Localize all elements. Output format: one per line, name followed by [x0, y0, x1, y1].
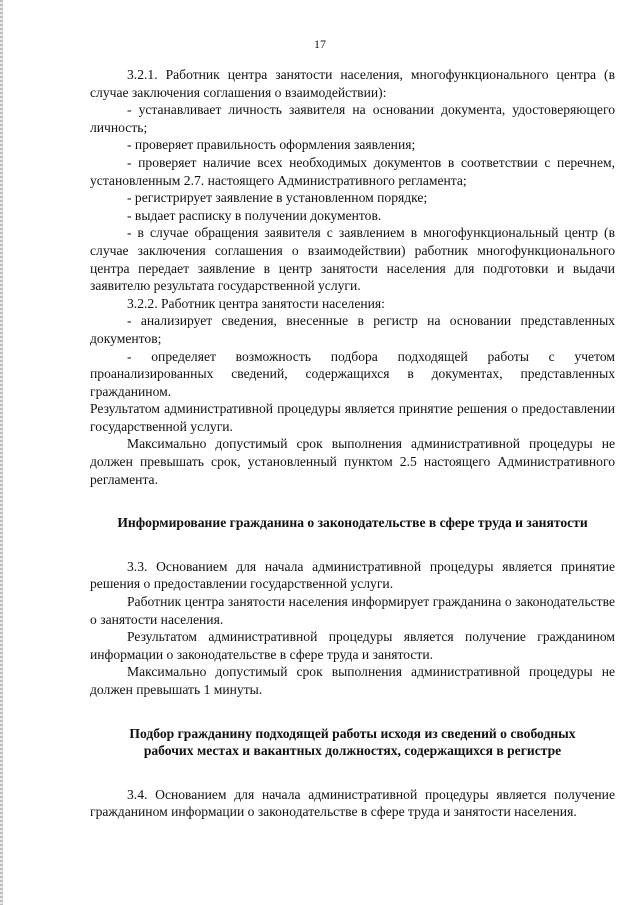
scan-edge — [0, 0, 3, 905]
paragraph: - выдает расписку в получении документов. — [127, 207, 382, 223]
paragraph: 3.3. Основанием для начала административной процедуры является принятие решения о предоставлении государственной услуги. — [90, 558, 615, 592]
paragraph: - определяет возможность подбора подходящей работы с учетом проанализированных сведений, содержащихся в документах, представленных гражданином. — [90, 348, 615, 399]
page-number: 17 — [314, 37, 326, 51]
paragraph: Результатом административной процедуры является принятие решения о предоставлении государственной услуги. — [90, 401, 615, 434]
spacer — [90, 760, 615, 786]
section-heading: Информирование гражданина о законодательстве в сфере труда и занятости — [117, 515, 588, 531]
spacer — [90, 532, 615, 558]
paragraph: - регистрирует заявление в установленном порядке; — [127, 190, 428, 206]
paragraph: Результатом административной процедуры является получение гражданином информации о законодательстве в сфере труда и занятости. — [90, 629, 615, 662]
section-heading: Подбор гражданину подходящей работы исходя из сведений о свободных рабочих местах и вакантных должностях, содержащихся в регистре — [129, 725, 576, 759]
paragraph: 3.2.2. Работник центра занятости населения: — [127, 295, 385, 311]
paragraph: - в случае обращения заявителя с заявлением в многофункциональный центр (в случае заключения соглашения о взаимодействии) работник многофункционального центра передает заявление в центр занятости населения для подготовки и выдачи заявителю результата государственной услуги. — [90, 225, 615, 294]
spacer — [90, 488, 615, 514]
paragraph: 3.2.1. Работник центра занятости населения, многофункционального центра (в случае заключения соглашения о взаимодействии): — [90, 67, 615, 100]
paragraph: - проверяет правильность оформления заявления; — [127, 137, 416, 153]
paragraph: - проверяет наличие всех необходимых документов в соответствии с перечнем, установленным 2.7. настоящего Административного регламента; — [90, 154, 615, 188]
paragraph: Максимально допустимый срок выполнения административной процедуры не должен превышать срок, установленный пунктом 2.5 настоящего Административного регламента. — [90, 436, 615, 487]
paragraph: Работник центра занятости населения информирует гражданина о законодательстве о занятости населения. — [90, 594, 615, 627]
paragraph: 3.4. Основанием для начала административной процедуры является получение гражданином информации о законодательстве в сфере труда и занятости населения. — [90, 786, 615, 820]
paragraph: - анализирует сведения, внесенные в регистр на основании представленных документов; — [90, 313, 615, 346]
spacer — [90, 699, 615, 725]
paragraph: Максимально допустимый срок выполнения административной процедуры не должен превышать 1 минуты. — [90, 664, 615, 697]
paragraph: - устанавливает личность заявителя на основании документа, удостоверяющего личность; — [90, 102, 615, 135]
document-body — [90, 66, 615, 821]
